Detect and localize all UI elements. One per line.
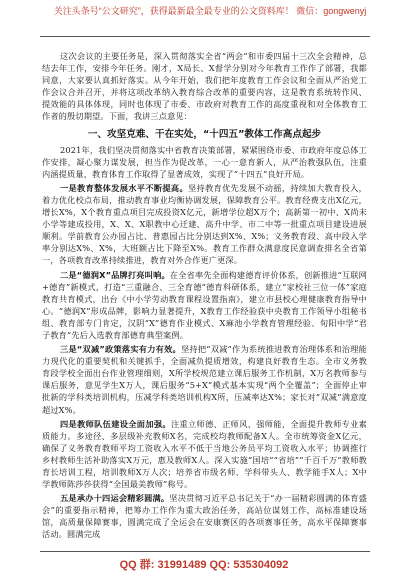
page-footer [0, 553, 408, 573]
item-4-paragraph [42, 418, 367, 491]
item-5-lead: 五是承办十四运会精彩圆满。 [60, 493, 170, 504]
header-promo-text: 关注头条号“公文研究”，获得最新最全最专业的公文资料库！ 微信：gongwenyj [53, 6, 367, 16]
item-4-lead: 四是教师队伍建设全面加强。 [60, 418, 171, 429]
footer-divider [40, 551, 370, 552]
item-3-lead: 三是“双减”政策落实有力有效。 [60, 344, 181, 355]
item-4-text: 注重立师德、正师风、强师能，全面提升教师专业素质能力。多途径、多层级补充教师X名，完成校均教师配备X人。全市统筹资金X亿元，确保了义务教育教师平均工资收入水平不低于当地公务员平均工资收入水平；协调推行乡村教师生活补助落实X万元，惠及教师X人。深入实施“国培”“省培”“千百千万”教师教育长培训工程，培训教师X万人次；培养省市级名师、学科带头人、教学能手X人；X中学教师陈莎莎获得“全国最美教师”称号。 [42, 418, 367, 490]
header-divider [40, 36, 370, 37]
item-1-text: 坚持教育优先发展不动摇，持续加大教育投入，着力优化校点布局，推动教育事业均衡协调发展，保障教育公平。教育经费支出X亿元，增长X%，X个教育重点项目完成投资X亿元，新增学位超X万个；高新第一初中、X尚未小学等建成投用，X、X、X职教中心迁建、高升中学、市二中等一批重点项目建设进展顺利。学前教育公办园占比、普惠园占比分别达到X%、X%；义务教育段、高中段入学率分别达X%、X%，大班额占比下降至X%。教育工作群众满意度民意调查排名全省第一，各项教育改革持续推进，教育对外合作更广更深。 [42, 182, 367, 266]
item-1-paragraph [42, 182, 367, 267]
item-3-paragraph [42, 343, 367, 416]
section-1-paragraph: 2021年，我们坚决贯彻落实中省教育决策部署，紧紧围绕市委、市政府年度总体工作安排，凝心聚力谋发展，担当作为促改革，一心一意育新人，从严治教强队伍，注重内涵提质量，教育体育工作取得了显著成效，实现了“十四五”良好开局。 [42, 144, 367, 179]
document-body [42, 50, 367, 543]
intro-paragraph: 这次会议的主要任务是，深入贯彻落实全省“两会”和市委四届十三次全会精神，总结去年工作，安排今年任务。刚才，X局长、X督学分别对今年教育工作作了部署，我都同意，大家要认真抓好落实。从今年开始，我们把年度教育工作会议和全面从严治党工作会议合并召开，并将这项改革纳入教育综合改革的重要内容，这是教育系统转作风、提效能的具体体现，同时也体现了市委、市政府对教育工作的高度重视和对全体教育工作者的殷切期望。下面，我讲三点意见： [42, 51, 367, 122]
item-2-paragraph [42, 269, 367, 342]
section-1-heading: 一、攻坚克难、干在实处，“十四五”教体工作高点起步 [87, 128, 322, 140]
footer-contact-text: QQ 群: 31991489 QQ: 535304092 [119, 559, 289, 571]
item-5-paragraph [42, 492, 367, 540]
page-header [0, 0, 408, 46]
item-2-text: 在全省率先全面构建德育评价体系，创新推进“互联网+德育”新模式，打造“三重融合、三全育德”德育科研体系，建立“家校社三位一体”家庭教育共育模式，出台《中小学劳动教育课程设置指南》，建立市县校心理健康教育指导中心。“德润X”形成品牌，影响力显著提升，X教育工作经验获中央教育工作领导小组秘书组、教育部专门肯定，汉阴“X”德育作业模式、X麻池小学教育管理经验、旬阳中学“君子教育”先后入选教育部德育典型案例。 [42, 269, 367, 340]
item-1-lead: 一是教育整体发展水平不断提高。 [60, 182, 188, 193]
item-2-lead: 二是“德润X”品牌打亮叫响。 [60, 269, 170, 280]
item-3-text: 坚持把“双减”作为系统推进教育治理体系和治理能力现代化的重要契机和关键抓手，全面减负提质增效，构建良好教育生态。全市义务教育段学校全面出台作业管理细则，X所学校规范建立课后服务工作机制，X万名教师参与课后服务，意见学生X万人，课后服务“5+X”模式基本实现“两个全覆盖”；全面停止审批新的学科类培训机构，压减学科类培训机构X所，压减率达X%；家长对“双减”满意度超过X%。 [42, 344, 367, 415]
item-5-text: 坚决贯彻习近平总书记关于“办一届精彩圆满的体育盛会”的重要指示精神，把筹办工作作为重大政治任务，高站位谋划工作，高标准建设场馆，高质量保障赛事，圆满完成了全运会在安康赛区的各项赛事任务，高水平保障赛事活动。圆满完成 [42, 493, 367, 540]
